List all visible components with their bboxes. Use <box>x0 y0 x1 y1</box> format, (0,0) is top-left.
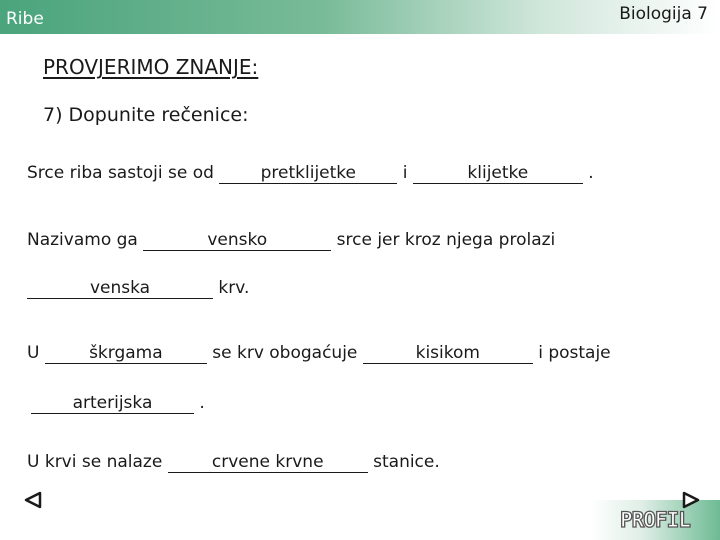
header-bar <box>0 0 720 34</box>
sentence-text: se krv obogaćuje <box>206 343 363 363</box>
subject-label: Ribe <box>6 9 44 29</box>
answer-blank: vensko <box>143 231 331 251</box>
sentence-1 <box>27 163 594 184</box>
task-heading: 7) Dopunite rečenice: <box>43 104 249 126</box>
sentence-text: U <box>27 343 45 363</box>
answer-blank: klijetke <box>413 164 583 184</box>
profil-logo: PROFIL <box>620 508 690 532</box>
sentence-text: krv. <box>213 278 250 298</box>
sentence-3 <box>27 278 249 299</box>
sentence-text: . <box>194 393 205 413</box>
answer-blank: kisikom <box>363 344 533 364</box>
answer-blank: pretklijetke <box>219 164 397 184</box>
sentence-text: i postaje <box>532 343 611 363</box>
answer-blank: arterijska <box>31 394 194 414</box>
sentence-2 <box>27 230 555 251</box>
answer-blank: škrgama <box>45 344 207 364</box>
sentence-text: Nazivamo ga <box>27 230 144 250</box>
sentence-text: srce jer kroz njega prolazi <box>331 230 556 250</box>
answer-blank: crvene krvne <box>168 453 368 473</box>
answer-blank: venska <box>27 279 213 299</box>
page-title: PROVJERIMO ZNANJE: <box>43 55 259 79</box>
sentence-text: U krvi se nalaze <box>27 452 168 472</box>
sentence-6 <box>27 452 440 473</box>
sentence-text: Srce riba sastoji se od <box>27 163 220 183</box>
grade-label: Biologija 7 <box>619 4 708 24</box>
triangle-left-icon[interactable] <box>22 489 44 511</box>
sentence-text: stanice. <box>367 452 440 472</box>
sentence-text: i <box>397 163 413 183</box>
sentence-text: . <box>582 163 594 183</box>
sentence-5 <box>31 393 205 414</box>
sentence-4 <box>27 343 611 364</box>
